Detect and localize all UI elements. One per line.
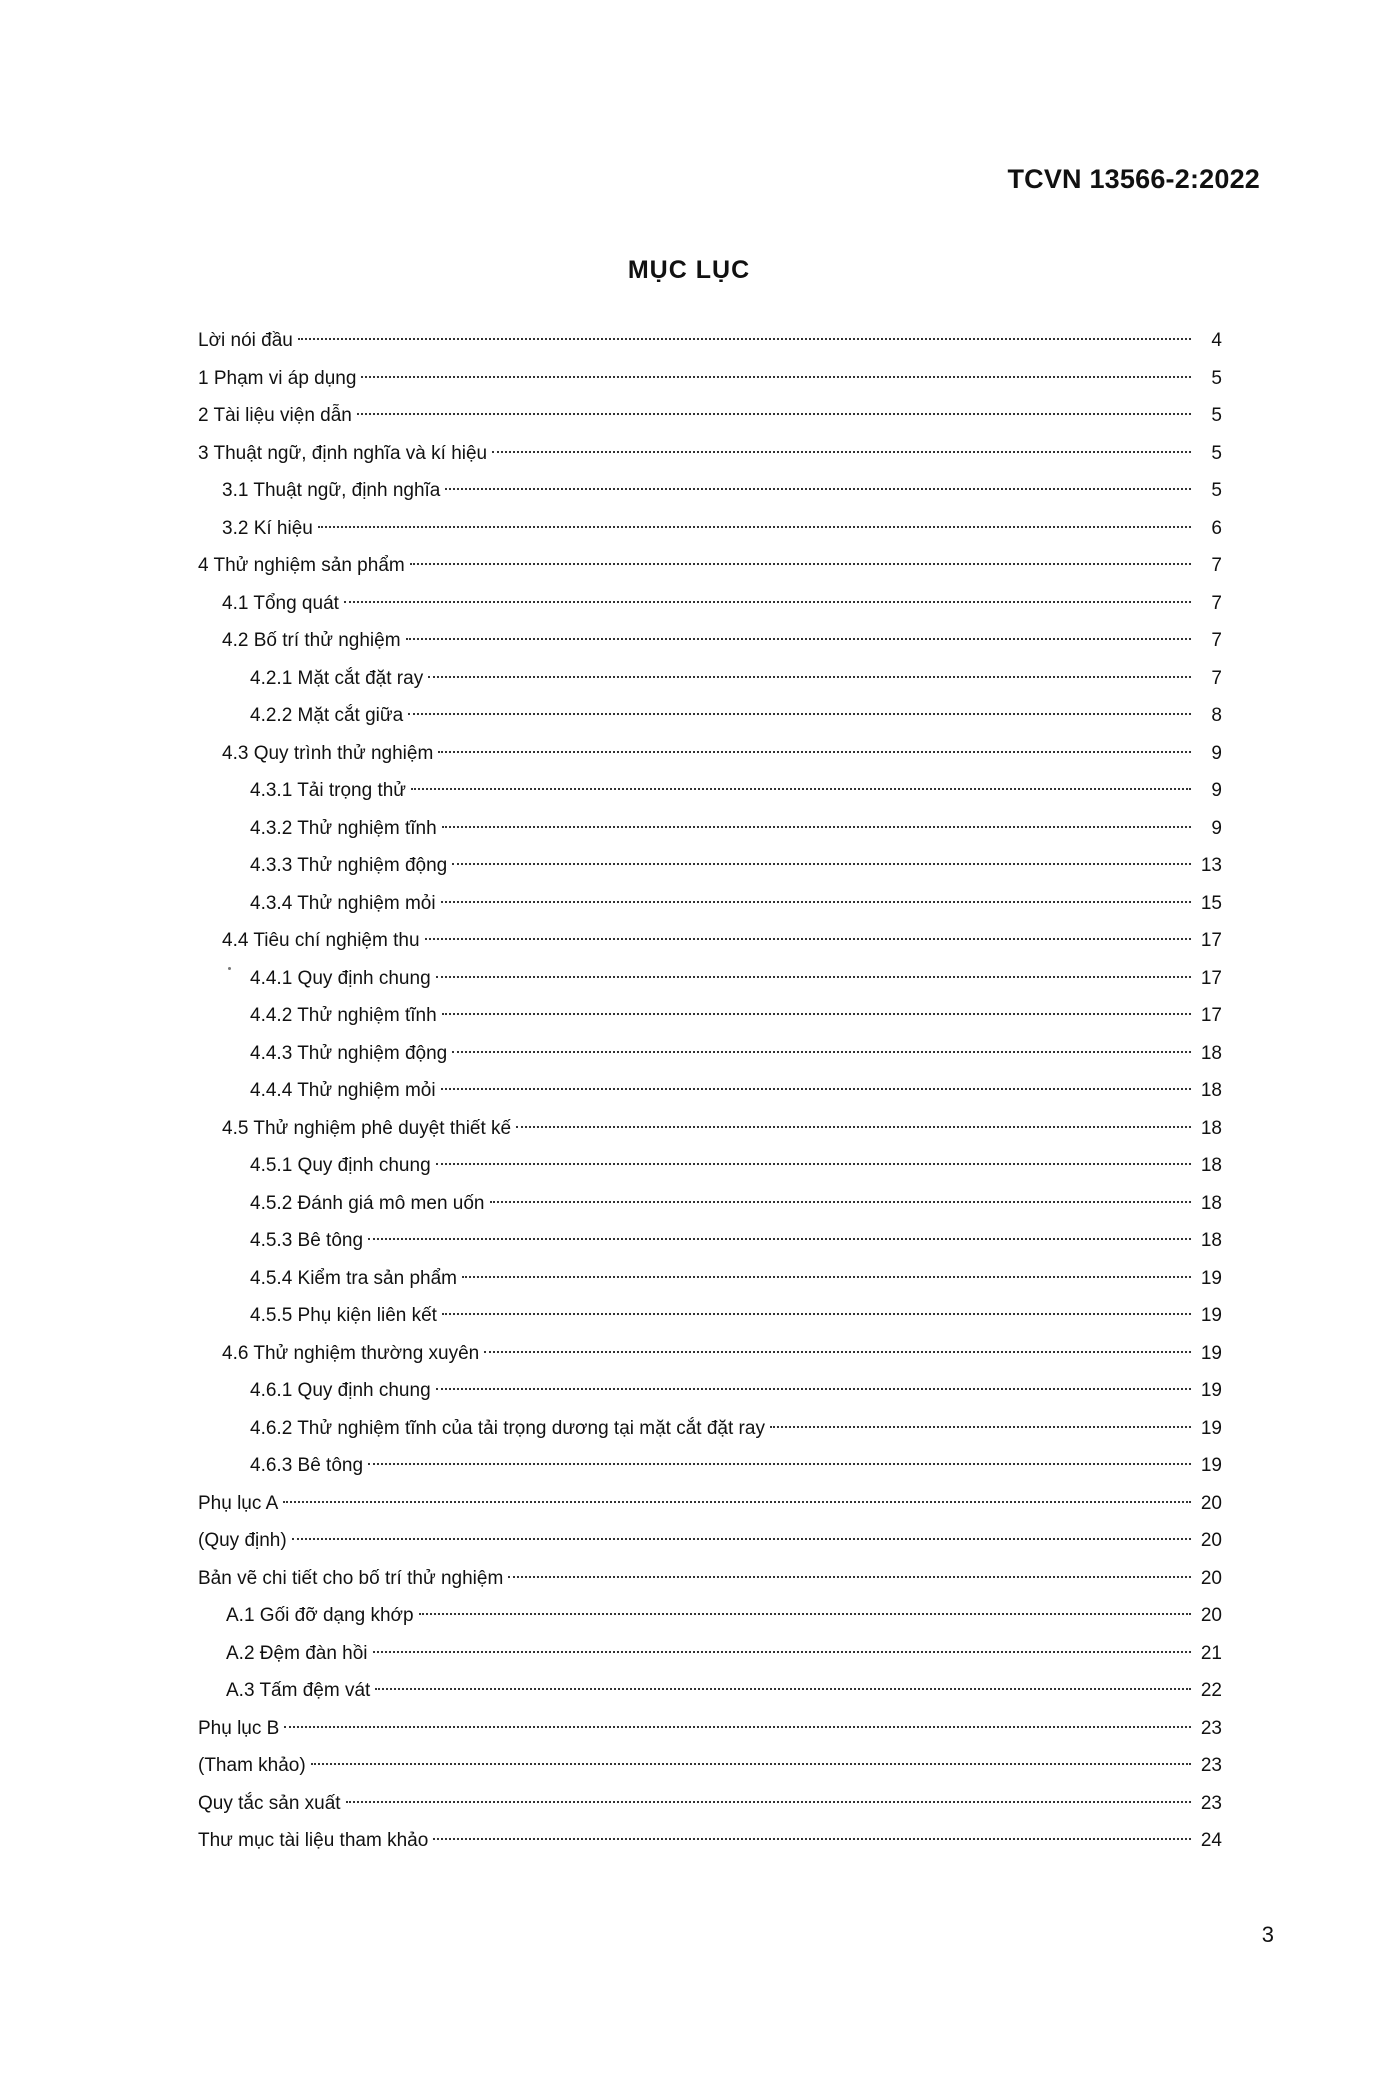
toc-dot-leader: [441, 901, 1191, 903]
toc-entry: [198, 1335, 1222, 1373]
toc-dot-leader: [344, 601, 1191, 603]
toc-entry: [198, 1372, 1222, 1410]
toc-entry: [198, 885, 1222, 923]
toc-dot-leader: [442, 826, 1191, 828]
toc-entry: [198, 847, 1222, 885]
toc-dot-leader: [436, 1388, 1191, 1390]
toc-entry: [198, 1072, 1222, 1110]
toc-entry-page: 17: [1200, 1005, 1222, 1026]
toc-entry: [198, 1785, 1222, 1823]
toc-entry-page: 8: [1211, 705, 1222, 726]
toc-entry-page: 7: [1211, 592, 1222, 614]
toc-entry-label: 4.5 Thử nghiệm phê duyệt thiết kế: [222, 1117, 512, 1139]
toc-entry-page: 18: [1200, 1042, 1222, 1064]
toc-dot-leader: [484, 1351, 1191, 1353]
toc-entry-label: Lời nói đầu: [198, 330, 293, 351]
toc-dot-leader: [452, 1051, 1191, 1053]
toc-entry-label: 4.3.3 Thử nghiệm động: [250, 855, 448, 876]
toc-entry-page: 7: [1211, 630, 1222, 651]
page-number: 3: [1261, 1922, 1274, 1947]
toc-entry-label: (Tham khảo): [198, 1755, 306, 1776]
toc-dot-leader: [428, 676, 1191, 678]
toc-entry-label: Thư mục tài liệu tham khảo: [198, 1830, 429, 1851]
scan-speck: [228, 967, 231, 970]
toc-entry-page: 23: [1200, 1792, 1222, 1814]
toc-entry-label: 2 Tài liệu viện dẫn: [198, 405, 352, 426]
toc-dot-leader: [508, 1576, 1191, 1578]
toc-entry-page: 20: [1200, 1492, 1222, 1514]
toc-entry-label: 4.3.1 Tải trọng thử: [250, 780, 407, 801]
toc-entry: [198, 472, 1222, 510]
toc-dot-leader: [492, 451, 1191, 453]
toc-entry-page: 4: [1211, 330, 1222, 351]
toc-entry-page: 23: [1200, 1755, 1222, 1776]
toc-entry: [198, 585, 1222, 623]
toc-dot-leader: [425, 938, 1191, 940]
toc-entry: [198, 772, 1222, 810]
toc-dot-leader: [361, 376, 1191, 378]
toc-entry: [198, 1485, 1222, 1523]
toc-entry-label: 4.5.3 Bê tông: [250, 1230, 364, 1251]
toc-entry: [198, 1185, 1222, 1223]
toc-dot-leader: [433, 1838, 1191, 1840]
toc-entry: [198, 510, 1222, 548]
toc-entry-label: Bản vẽ chi tiết cho bố trí thử nghiệm: [198, 1567, 504, 1589]
toc-entry: [198, 1110, 1222, 1148]
toc-dot-leader: [368, 1238, 1191, 1240]
toc-entry: [198, 1410, 1222, 1448]
toc-entry: [198, 660, 1222, 698]
toc-entry-page: 24: [1200, 1830, 1222, 1851]
toc-entry: [198, 1560, 1222, 1598]
toc-entry: [198, 1822, 1222, 1860]
toc-dot-leader: [368, 1463, 1191, 1465]
toc-entry-label: 4.5.2 Đánh giá mô men uốn: [250, 1192, 485, 1214]
toc-entry: [198, 435, 1222, 473]
toc-entry: [198, 547, 1222, 585]
toc-entry-label: 4.4.2 Thử nghiệm tĩnh: [250, 1005, 437, 1026]
toc-entry-page: 22: [1200, 1680, 1222, 1701]
toc-entry: [198, 1522, 1222, 1560]
toc-entry: [198, 360, 1222, 398]
toc-dot-leader: [373, 1651, 1191, 1653]
toc-dot-leader: [284, 1726, 1191, 1728]
toc-entry-label: 3.2 Kí hiệu: [222, 517, 313, 539]
toc-dot-leader: [357, 413, 1191, 415]
toc-entry-page: 5: [1211, 405, 1222, 426]
toc-entry-page: 5: [1211, 367, 1222, 389]
toc-entry-label: 4.3 Quy trình thử nghiệm: [222, 742, 434, 764]
toc-entry-page: 18: [1200, 1117, 1222, 1139]
toc-entry-label: 3.1 Thuật ngữ, định nghĩa: [222, 480, 441, 501]
toc-dot-leader: [442, 1313, 1191, 1315]
toc-entry: [198, 997, 1222, 1035]
toc-entry-page: 19: [1200, 1342, 1222, 1364]
toc-dot-leader: [441, 1088, 1191, 1090]
toc-entry-page: 17: [1200, 930, 1222, 951]
toc-entry-page: 20: [1200, 1567, 1222, 1589]
toc-entry-page: 7: [1211, 667, 1222, 689]
toc-entry-label: 4 Thử nghiệm sản phẩm: [198, 555, 405, 576]
toc-entry-label: 4.6.2 Thử nghiệm tĩnh của tải trọng dương tại mặt cắt đặt ray: [250, 1417, 765, 1439]
toc-dot-leader: [408, 713, 1191, 715]
toc-entry-page: 20: [1200, 1605, 1222, 1626]
toc-entry-label: 4.2.2 Mặt cắt giữa: [250, 705, 404, 726]
toc-entry-label: 4.3.2 Thử nghiệm tĩnh: [250, 817, 437, 839]
toc-entry-page: 21: [1200, 1642, 1222, 1664]
toc-entry-label: 4.4.1 Quy định chung: [250, 967, 431, 989]
toc-entry-label: 4.6 Thử nghiệm thường xuyên: [222, 1342, 480, 1364]
toc-dot-leader: [490, 1201, 1192, 1203]
toc-entry-page: 19: [1200, 1380, 1222, 1401]
toc-entry-page: 5: [1211, 442, 1222, 464]
toc-entry: [198, 697, 1222, 735]
toc-dot-leader: [462, 1276, 1191, 1278]
toc-entry-label: 4.4.3 Thử nghiệm động: [250, 1042, 448, 1064]
toc-entry: [198, 1222, 1222, 1260]
toc-entry-label: 1 Phạm vi áp dụng: [198, 367, 357, 389]
toc-dot-leader: [445, 488, 1191, 490]
toc-entry-label: (Quy định): [198, 1530, 287, 1551]
toc-entry-label: 4.1 Tổng quát: [222, 592, 339, 614]
toc-entry: [198, 1710, 1222, 1748]
toc-entry-page: 19: [1200, 1455, 1222, 1476]
toc-dot-leader: [346, 1801, 1191, 1803]
toc-entry-page: 9: [1211, 742, 1222, 764]
toc-entry-label: 4.5.4 Kiểm tra sản phẩm: [250, 1267, 457, 1289]
toc-entry: [198, 922, 1222, 960]
toc-title: MỤC LỤC: [627, 256, 751, 284]
toc-entry-page: 9: [1211, 780, 1222, 801]
toc-entry: [198, 1297, 1222, 1335]
toc-entry: [198, 1035, 1222, 1073]
toc-entry-label: Phụ lục A: [198, 1492, 279, 1514]
toc-dot-leader: [452, 863, 1191, 865]
toc-entry-label: Phụ lục B: [198, 1717, 280, 1739]
toc-entry: [198, 960, 1222, 998]
toc-entry: [198, 1260, 1222, 1298]
toc-dot-leader: [298, 338, 1191, 340]
toc-entry: [198, 1635, 1222, 1673]
toc-entry: [198, 1597, 1222, 1635]
toc-dot-leader: [406, 638, 1191, 640]
toc-dot-leader: [410, 563, 1191, 565]
toc-entry: [198, 322, 1222, 360]
toc-entry-page: 5: [1211, 480, 1222, 501]
toc-entry-label: 4.4 Tiêu chí nghiệm thu: [222, 930, 420, 951]
toc-entry: [198, 1747, 1222, 1785]
toc-entry-label: 4.5.1 Quy định chung: [250, 1155, 431, 1176]
toc-entry-page: 13: [1200, 855, 1222, 876]
toc-entry: [198, 1147, 1222, 1185]
toc-dot-leader: [311, 1763, 1191, 1765]
toc-entry: [198, 397, 1222, 435]
toc-entry-page: 18: [1200, 1192, 1222, 1214]
toc-dot-leader: [770, 1426, 1191, 1428]
toc-entry-page: 15: [1200, 892, 1222, 914]
toc-entry: [198, 810, 1222, 848]
toc-entry-page: 18: [1200, 1080, 1222, 1101]
toc-entry-label: 4.2.1 Mặt cắt đặt ray: [250, 667, 424, 689]
toc-dot-leader: [375, 1688, 1191, 1690]
toc-dot-leader: [438, 751, 1191, 753]
toc-dot-leader: [419, 1613, 1191, 1615]
toc-dot-leader: [442, 1013, 1191, 1015]
toc-dot-leader: [292, 1538, 1191, 1540]
document-code: TCVN 13566-2:2022: [1007, 164, 1260, 194]
toc-entry-page: 18: [1200, 1230, 1222, 1251]
toc-entry-label: 3 Thuật ngữ, định nghĩa và kí hiệu: [198, 442, 488, 464]
toc-entry-page: 19: [1200, 1305, 1222, 1326]
toc-entry-page: 7: [1211, 555, 1222, 576]
toc-entry-label: 4.5.5 Phụ kiện liên kết: [250, 1305, 437, 1326]
toc-entry-label: 4.4.4 Thử nghiệm mỏi: [250, 1080, 436, 1101]
toc-entry-page: 19: [1200, 1267, 1222, 1289]
toc-dot-leader: [283, 1501, 1191, 1503]
toc-entry-label: A.2 Đệm đàn hồi: [226, 1642, 368, 1664]
toc-entry: [198, 1447, 1222, 1485]
toc-entry: [198, 735, 1222, 773]
toc-entry-label: 4.6.3 Bê tông: [250, 1455, 364, 1476]
toc-entry-label: A.1 Gối đỡ dạng khớp: [226, 1605, 414, 1626]
toc-entry-label: A.3 Tấm đệm vát: [226, 1680, 371, 1701]
toc-entry-page: 6: [1211, 517, 1222, 539]
toc-dot-leader: [436, 1163, 1191, 1165]
toc-entry-page: 18: [1200, 1155, 1222, 1176]
toc-entry: [198, 1672, 1222, 1710]
toc-entry-page: 9: [1211, 817, 1222, 839]
toc-entry-page: 17: [1200, 967, 1222, 989]
toc-dot-leader: [516, 1126, 1191, 1128]
toc-entry-label: Quy tắc sản xuất: [198, 1792, 341, 1814]
toc-dot-leader: [411, 788, 1191, 790]
toc-entry-label: 4.2 Bố trí thử nghiệm: [222, 630, 401, 651]
toc-entry: [198, 622, 1222, 660]
toc-entry-label: 4.6.1 Quy định chung: [250, 1380, 431, 1401]
toc-dot-leader: [318, 526, 1191, 528]
toc-dot-leader: [436, 976, 1191, 978]
table-of-contents: [198, 322, 1222, 1860]
toc-entry-page: 23: [1200, 1717, 1222, 1739]
toc-entry-page: 19: [1200, 1417, 1222, 1439]
toc-entry-label: 4.3.4 Thử nghiệm mỏi: [250, 892, 436, 914]
toc-entry-page: 20: [1200, 1530, 1222, 1551]
